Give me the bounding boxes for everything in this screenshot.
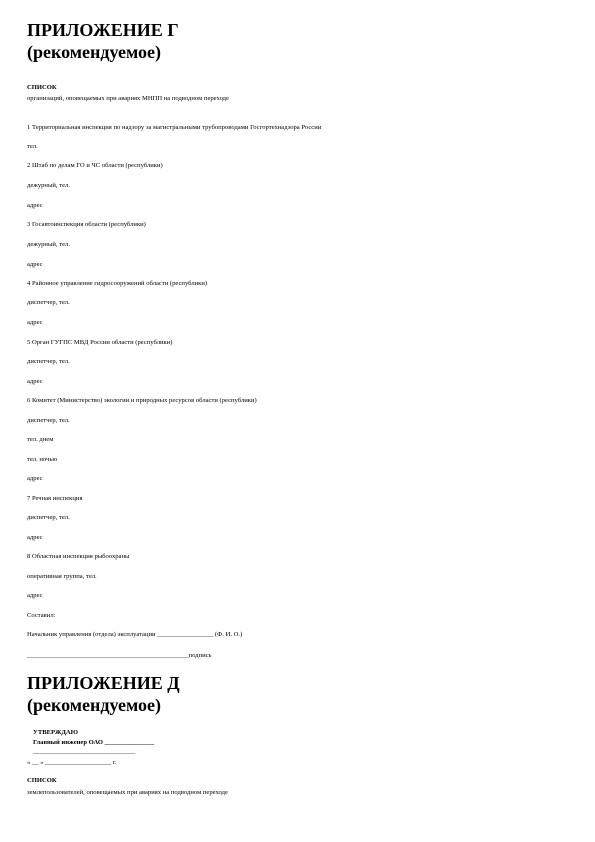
list-item: адрес	[27, 319, 43, 326]
compiled-label: Составил:	[27, 612, 56, 619]
list-item: тел. днем	[27, 436, 54, 443]
list-item: диспетчер, тел.	[27, 299, 70, 306]
head-signature-line: Начальник управления (отдела) эксплуатации _________________ (Ф. И. О.)	[27, 631, 243, 638]
list-item: адрес	[27, 534, 43, 541]
list-item: 6 Комитет (Министерство) экологии и природных ресурсов области (республики)	[27, 397, 257, 404]
signature-line: _________________________________________________подпись	[27, 652, 212, 659]
approve-label: УТВЕРЖДАЮ	[33, 729, 79, 736]
list-item: дежурный, тел.	[27, 241, 70, 248]
chief-engineer-blank: _______________________________	[33, 748, 136, 755]
appendix-d-title: ПРИЛОЖЕНИЕ Д	[27, 673, 180, 693]
list-item: 2 Штаб по делам ГО и ЧС области (республики)	[27, 162, 163, 169]
list-item: адрес	[27, 475, 43, 482]
appendix-g-list-description: организаций, оповещаемых при авариях МНПП на подводном переходе	[27, 95, 229, 102]
list-item: адрес	[27, 592, 43, 599]
list-item: оперативная группа, тел.	[27, 573, 97, 580]
list-item: 5 Орган ГУГПС МВД России области (республики)	[27, 339, 173, 346]
list-item: 7 Речная инспекция	[27, 495, 83, 502]
appendix-d-list-heading: СПИСОК	[27, 777, 57, 784]
appendix-d-subtitle: (рекомендуемое)	[27, 695, 161, 715]
list-item: адрес	[27, 261, 43, 268]
list-item: диспетчер, тел.	[27, 514, 70, 521]
list-item: тел. ночью	[27, 456, 58, 463]
appendix-d-list-description: землепользователей, оповещаемых при авариях на подводном переходе	[27, 789, 228, 796]
appendix-g-subtitle: (рекомендуемое)	[27, 42, 161, 62]
list-item: 8 Областная инспекция рыбоохраны	[27, 553, 130, 560]
list-item: адрес	[27, 378, 43, 385]
list-item: тел.	[27, 143, 38, 150]
list-item: диспетчер, тел.	[27, 417, 70, 424]
list-item: 3 Госавтоинспекция области (республики)	[27, 221, 146, 228]
date-line: « __ » ____________________ г.	[27, 759, 117, 766]
list-item: дежурный, тел.	[27, 182, 70, 189]
list-item: адрес	[27, 202, 43, 209]
chief-engineer-line: Главный инженер ОАО _______________	[33, 739, 155, 746]
list-item: диспетчер, тел.	[27, 358, 70, 365]
list-item: 4 Районное управление гидросооружений области (республики)	[27, 280, 208, 287]
list-item: 1 Территориальная инспекция по надзору за магистральными трубопроводами Госгортехнадзора России	[27, 124, 322, 131]
appendix-g-title: ПРИЛОЖЕНИЕ Г	[27, 20, 179, 40]
appendix-g-list-heading: СПИСОК	[27, 84, 57, 91]
